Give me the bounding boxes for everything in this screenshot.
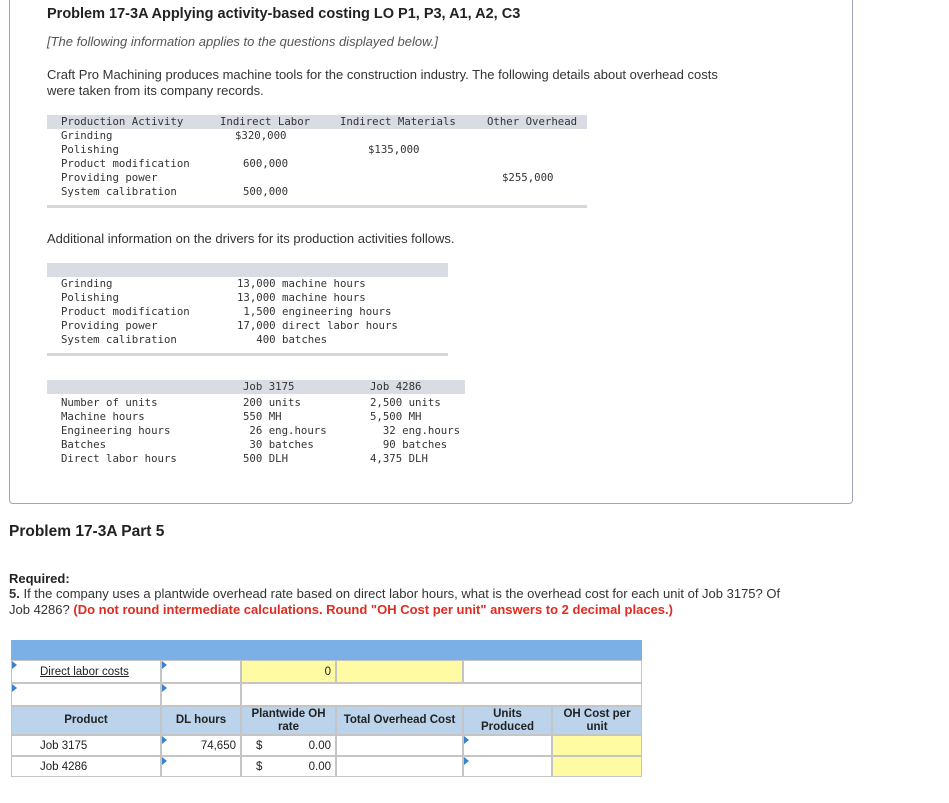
drivers-table-bottom-rule xyxy=(47,353,448,356)
job-row-label: Engineering hours xyxy=(61,424,171,437)
dl-hours-input[interactable] xyxy=(161,756,241,777)
product-name: Job 4286 xyxy=(40,760,88,773)
question-number: 5. xyxy=(9,586,20,601)
input-marker-icon xyxy=(162,684,167,692)
input-marker-icon xyxy=(12,684,17,692)
driver-activity: System calibration xyxy=(61,333,177,346)
header-units-produced: Units Produced xyxy=(463,706,552,735)
currency-symbol: $ xyxy=(256,760,263,773)
additional-info-text: Additional information on the drivers for its production activities follows. xyxy=(47,231,455,246)
job-row-label: Number of units xyxy=(61,396,158,409)
job-header-4286: Job 4286 xyxy=(370,380,422,393)
cost-row-label: Polishing xyxy=(61,143,119,156)
job-4286-value: 4,375 DLH xyxy=(370,452,428,465)
job-4286-value: 2,500 units xyxy=(370,396,441,409)
input-marker-icon xyxy=(464,757,469,765)
units-produced-input[interactable] xyxy=(463,756,552,777)
job-header-3175: Job 3175 xyxy=(243,380,295,393)
driver-quantity: 400 batches xyxy=(237,333,328,346)
rounding-instruction: (Do not round intermediate calculations. Round "OH Cost per unit" answers to 2 decimal places.) xyxy=(73,602,673,617)
cost-row-value: 600,000 xyxy=(243,157,289,170)
intro-line-1: Craft Pro Machining produces machine tools for the construction industry. The following details about overhead costs xyxy=(47,67,718,82)
direct-labor-total-input[interactable] xyxy=(336,660,463,683)
product-name: Job 3175 xyxy=(40,739,88,752)
oh-rate-cell xyxy=(241,735,336,756)
cost-table-bottom-rule xyxy=(47,205,587,208)
oh-rate-value: 0.00 xyxy=(308,760,331,773)
total-overhead-cell xyxy=(336,756,463,777)
header-product: Product xyxy=(11,706,161,735)
job-4286-value: 5,500 MH xyxy=(370,410,422,423)
cost-header-other-overhead: Other Overhead xyxy=(487,115,578,128)
direct-labor-costs-blank-cell[interactable] xyxy=(161,660,241,683)
job-3175-value: 26 eng.hours xyxy=(243,424,327,437)
driver-quantity: 13,000 machine hours xyxy=(237,291,366,304)
job-3175-value: 200 units xyxy=(243,396,301,409)
header-plantwide-oh-rate: Plantwide OH rate xyxy=(241,706,336,735)
job-3175-value: 550 MH xyxy=(243,410,282,423)
job-3175-value: 30 batches xyxy=(243,438,314,451)
required-label: Required: xyxy=(9,571,70,586)
input-marker-icon xyxy=(162,661,167,669)
question-text: If the company uses a plantwide overhead rate based on direct labor hours, what is the overhead cost for each unit of Job 3175? Of xyxy=(23,586,781,601)
job-4286-value: 90 batches xyxy=(370,438,448,451)
cost-row-label: Grinding xyxy=(61,129,113,142)
job-4286-value: 32 eng.hours xyxy=(370,424,461,437)
info-note: [The following information applies to the questions displayed below.] xyxy=(47,34,438,49)
blank-row-cell[interactable] xyxy=(161,683,241,706)
direct-labor-costs-input[interactable] xyxy=(241,660,336,683)
intro-line-2: were taken from its company records. xyxy=(47,83,264,98)
header-dl-hours: DL hours xyxy=(161,706,241,735)
cost-row-label: Providing power xyxy=(61,171,158,184)
driver-activity: Product modification xyxy=(61,305,190,318)
blank-row-cell xyxy=(241,683,642,706)
direct-labor-costs-label: Direct labor costs xyxy=(40,665,129,678)
job-row-label: Machine hours xyxy=(61,410,145,423)
cost-row-value: $135,000 xyxy=(368,143,420,156)
header-oh-cost-per-unit: OH Cost per unit xyxy=(552,706,642,735)
units-produced-input[interactable] xyxy=(463,735,552,756)
direct-labor-costs-label-cell[interactable] xyxy=(11,660,161,683)
product-cell xyxy=(11,735,161,756)
header-total-overhead-cost: Total Overhead Cost xyxy=(336,706,463,735)
cost-row-label: Product modification xyxy=(61,157,190,170)
oh-cost-per-unit-input[interactable] xyxy=(552,735,642,756)
cost-row-value: 500,000 xyxy=(243,185,289,198)
driver-quantity: 13,000 machine hours xyxy=(237,277,366,290)
total-overhead-cell xyxy=(336,735,463,756)
direct-labor-costs-value: 0 xyxy=(324,665,331,678)
oh-rate-cell xyxy=(241,756,336,777)
oh-rate-value: 0.00 xyxy=(308,739,331,752)
input-marker-icon xyxy=(12,661,17,669)
drivers-table-header-bar xyxy=(47,263,448,277)
problem-title: Problem 17-3A Applying activity-based costing LO P1, P3, A1, A2, C3 xyxy=(47,6,521,22)
driver-quantity: 1,500 engineering hours xyxy=(237,305,392,318)
direct-labor-blank-cell xyxy=(463,660,642,683)
question-text-2: Job 4286? xyxy=(9,602,70,617)
driver-quantity: 17,000 direct labor hours xyxy=(237,319,398,332)
cost-row-value: $320,000 xyxy=(235,129,287,142)
cost-header-activity: Production Activity xyxy=(61,115,184,128)
cost-header-indirect-labor: Indirect Labor xyxy=(220,115,311,128)
product-cell xyxy=(11,756,161,777)
cost-header-indirect-materials: Indirect Materials xyxy=(340,115,456,128)
oh-cost-per-unit-input[interactable] xyxy=(552,756,642,777)
input-marker-icon xyxy=(464,736,469,744)
job-row-label: Direct labor hours xyxy=(61,452,177,465)
blank-row-label-cell[interactable] xyxy=(11,683,161,706)
driver-activity: Polishing xyxy=(61,291,119,304)
cost-row-value: $255,000 xyxy=(502,171,554,184)
currency-symbol: $ xyxy=(256,739,263,752)
input-marker-icon xyxy=(162,736,167,744)
dl-hours-value: 74,650 xyxy=(200,739,236,752)
job-3175-value: 500 DLH xyxy=(243,452,289,465)
part-title: Problem 17-3A Part 5 xyxy=(9,523,165,540)
question-line-1 xyxy=(9,586,780,602)
answer-table-top-bar xyxy=(11,640,642,660)
question-line-2 xyxy=(9,602,673,618)
driver-activity: Grinding xyxy=(61,277,113,290)
cost-row-label: System calibration xyxy=(61,185,177,198)
job-row-label: Batches xyxy=(61,438,107,451)
driver-activity: Providing power xyxy=(61,319,158,332)
dl-hours-input[interactable] xyxy=(161,735,241,756)
input-marker-icon xyxy=(162,757,167,765)
